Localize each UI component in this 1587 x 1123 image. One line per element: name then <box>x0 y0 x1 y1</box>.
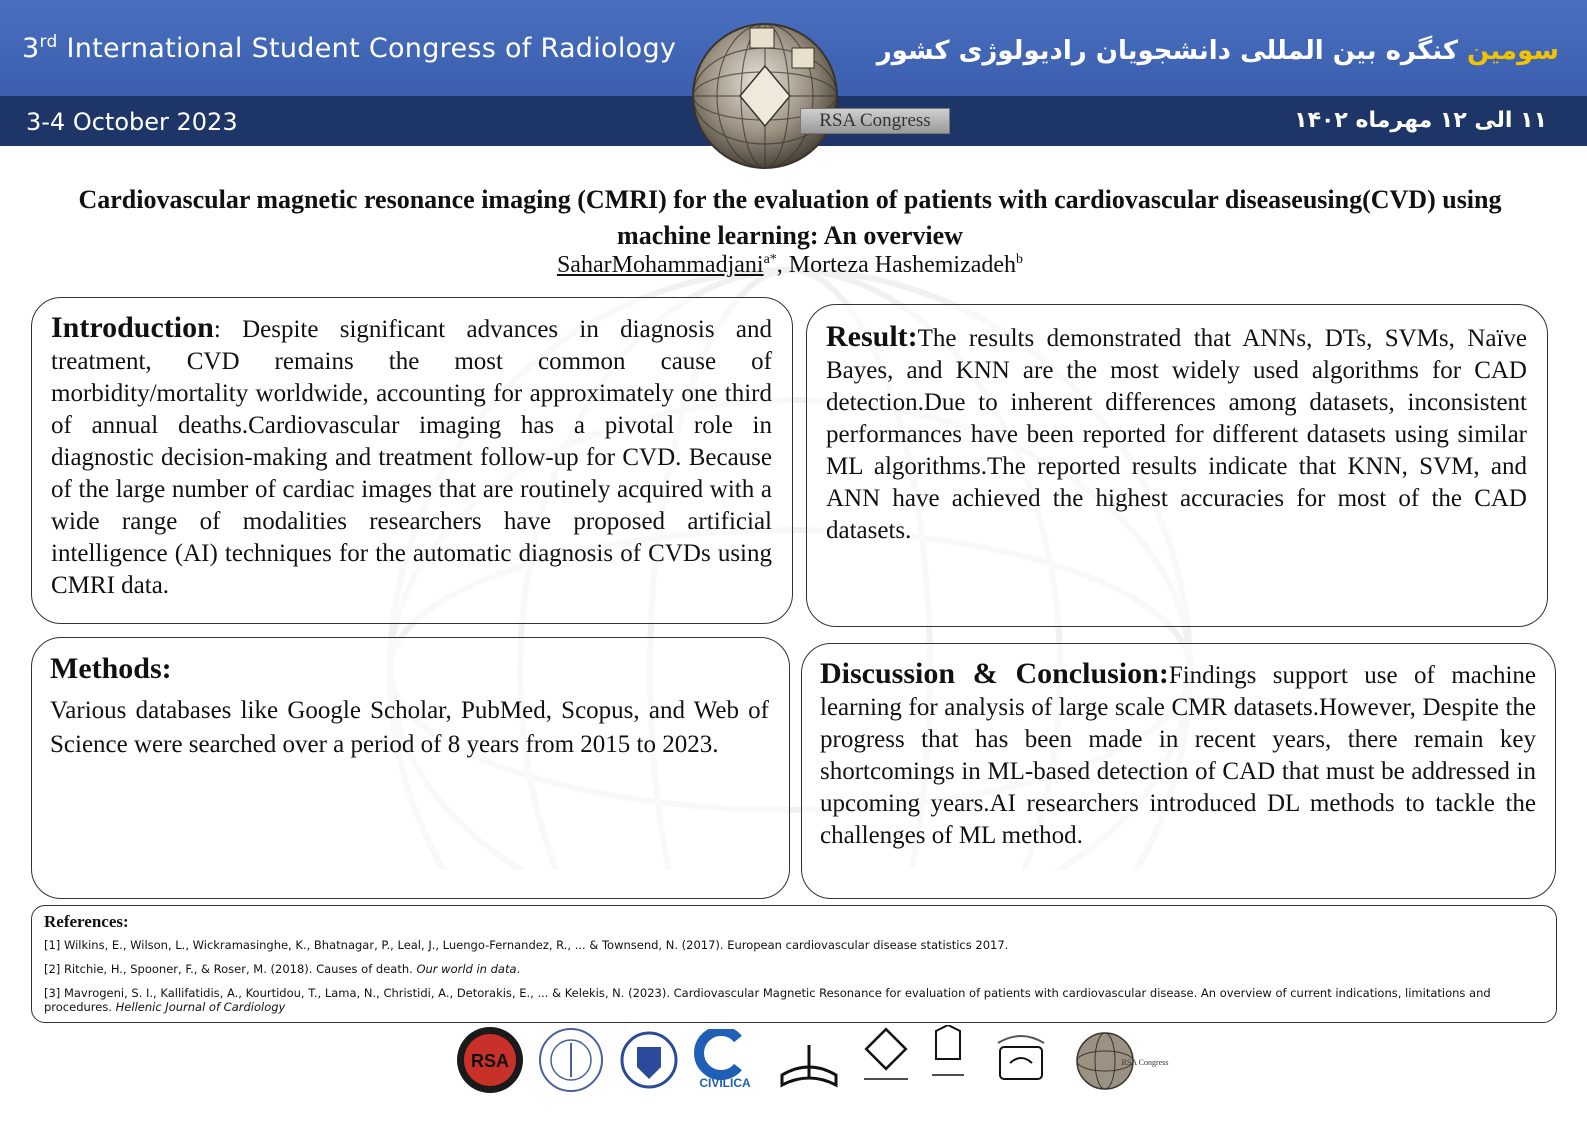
references-heading: References: <box>44 912 129 931</box>
congress-title-fa: سومین کنگره بین المللی دانشجویان رادیولوژی کشور <box>876 36 1559 66</box>
university-tower-icon <box>928 1025 968 1091</box>
result-box <box>806 304 1548 627</box>
congress-date-en: 3-4 October 2023 <box>26 108 238 136</box>
svg-text:CIVILICA: CIVILICA <box>699 1076 751 1089</box>
shield-emblem-icon <box>620 1027 678 1093</box>
author-list: SaharMohammadjani$^{a*}$, Morteza Hashemizadeh$^b$ <box>556 252 1024 278</box>
references-box <box>31 905 1557 1023</box>
university-emblem-icon <box>858 1027 914 1093</box>
rsa-logo <box>455 1025 525 1095</box>
paper-title: Cardiovascular magnetic resonance imaging (CMRI) for the evaluation of patients with cardiovascular diseaseusing(CVD) using machine learning: An overview <box>78 185 1502 250</box>
congress-globe-logo <box>690 8 840 174</box>
rsa-congress-globe-icon <box>1075 1029 1175 1093</box>
reference-item: [1] Wilkins, E., Wilson, L., Wickramasinghe, K., Bhatnagar, P., Leal, J., Luengo-Fernandez, R., ... & Townsend, N. (2017). European cardiovascular disease statistics 2017. <box>44 938 1009 952</box>
methods-heading: Methods: <box>50 652 172 685</box>
medical-society-seal-icon <box>538 1027 604 1093</box>
reference-item: [2] Ritchie, H., Spooner, F., & Roser, M. (2018). Causes of death. Our world in data. <box>44 962 521 976</box>
university-book-logo-icon <box>776 1025 842 1091</box>
congress-date-fa: ۱۱ الی ۱۲ مهرماه ۱۴۰۲ <box>1294 108 1547 133</box>
introduction-box <box>31 297 793 624</box>
rsa-congress-label: RSA Congress <box>800 108 950 134</box>
introduction-text: Introduction: Despite significant advances in diagnosis and treatment, CVD remains the most common cause of morbidity/mortality worldwide, accounting for approximately one third of annual deaths.Cardiovascular imaging has a pivotal role in diagnostic decision-making and treatment follow-up for CVD. Because of the large number of cardiac images that are routinely acquired with a wide range of modalities researchers have proposed artificial intelligence (AI) techniques for the automatic diagnosis of CVDs using CMRI data. <box>51 311 772 599</box>
svg-text:RSA Congress: RSA Congress <box>1121 1058 1169 1067</box>
university-book-crown-icon <box>990 1025 1052 1091</box>
author-2: , Morteza Hashemizadeh <box>776 252 1017 278</box>
discussion-heading: Discussion & Conclusion: <box>820 657 1169 690</box>
result-text: Result:The results demonstrated that ANNs, DTs, SVMs, Naïve Bayes, and KNN are the most widely used algorithms for CAD detection.Due to inherent differences among datasets, inconsistent performances have been reported for different datasets using similar ML algorithms.The reported results indicate that KNN, SVM, and ANN have achieved the highest accuracies for most of the CAD datasets. <box>826 320 1527 544</box>
discussion-text: Discussion & Conclusion:Findings support use of machine learning for analysis of large scale CMR datasets.However, Despite the progress that has been made in recent years, there remain key shortcomings in ML-based detection of CAD that must be addressed in upcoming years.AI researchers introduced DL methods to tackle the challenges of ML method. <box>820 657 1537 849</box>
author-1: SaharMohammadjani <box>556 252 764 278</box>
congress-title-en: 3rd International Student Congress of Radiology <box>22 32 677 64</box>
svg-text:RSA: RSA <box>470 1051 510 1071</box>
methods-text: Various databases like Google Scholar, PubMed, Scopus, and Web of Science were searched over a period of 8 years from 2015 to 2023. <box>50 697 769 758</box>
sponsor-logos <box>450 1025 1190 1120</box>
civilica-logo <box>692 1029 758 1089</box>
result-heading: Result: <box>826 320 918 353</box>
methods-box <box>31 637 790 899</box>
reference-item: [3] Mavrogeni, S. I., Kallifatidis, A., Kourtidou, T., Lama, N., Christidi, A., Detorakis, E., ... & Kelekis, N. (2023). Cardiovascular Magnetic Resonance for evaluation of patients with cardiovascular disease. An overview of current indications, limitations and procedures. Hellenic Journal of Cardiology <box>44 986 1491 1014</box>
introduction-heading: Introduction <box>51 311 214 344</box>
discussion-box <box>801 643 1556 899</box>
